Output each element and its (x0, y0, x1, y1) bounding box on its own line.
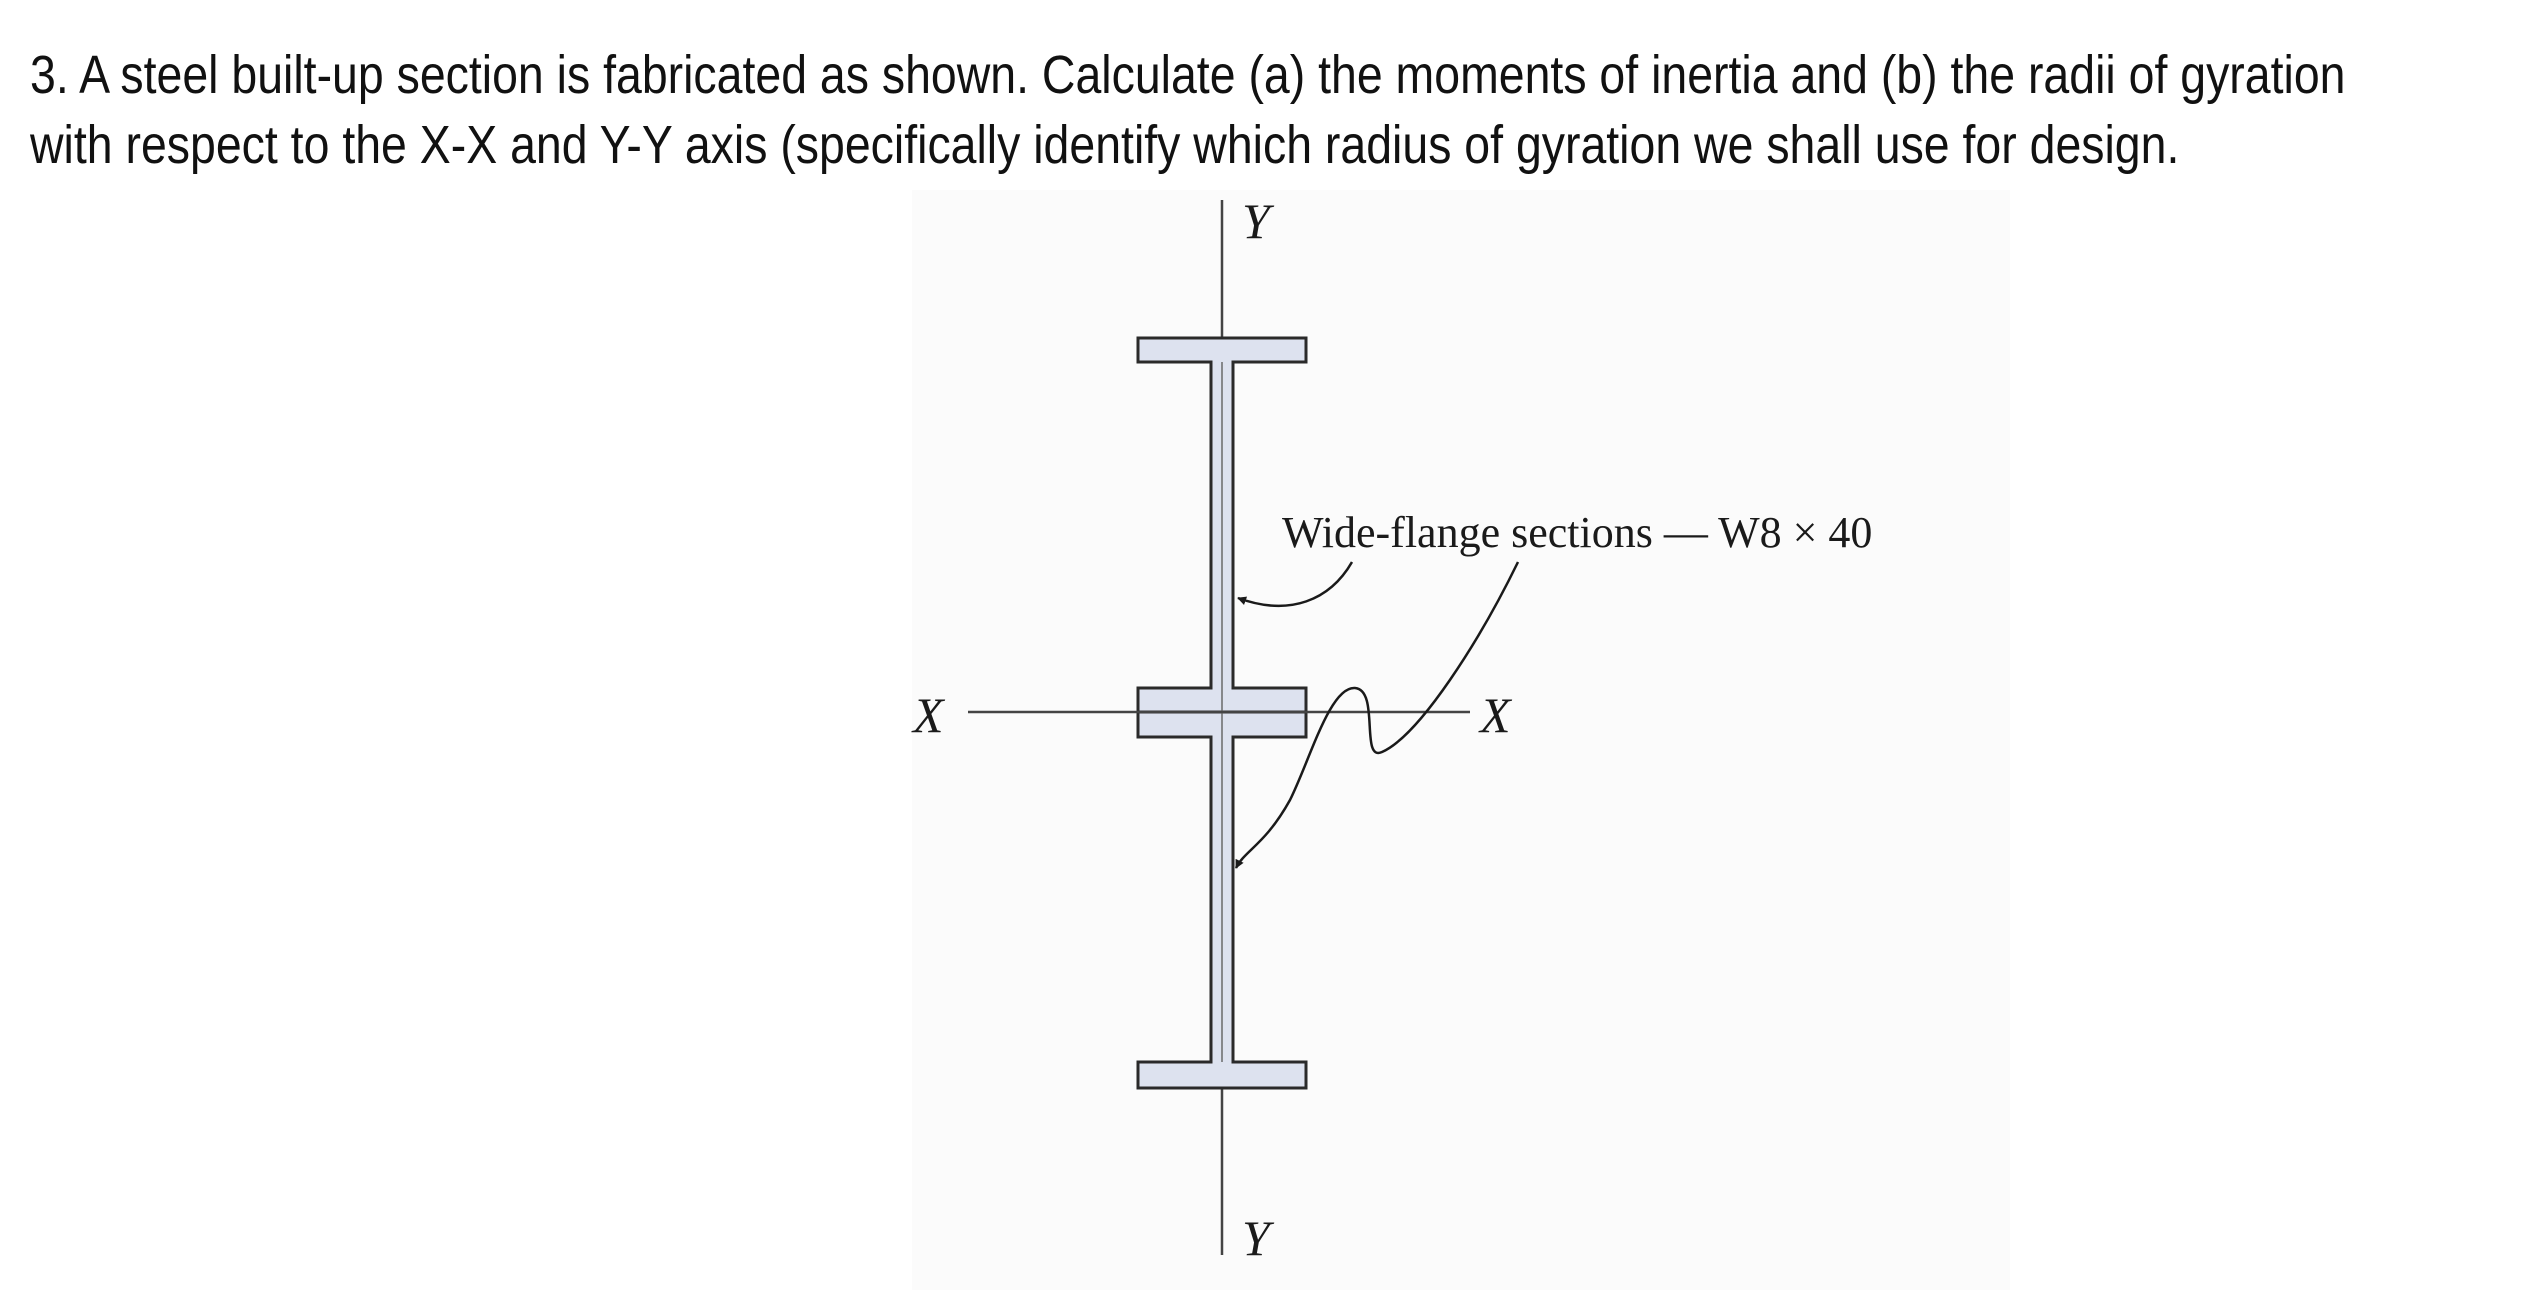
problem-line-1: 3. A steel built-up section is fabricated as shown. Calculate (a) the moments of inertia and (b) the radii of gyration (30, 45, 2346, 105)
y-axis-label-top: Y (1242, 193, 1270, 249)
x-axis-label-right: X (1480, 687, 1511, 743)
x-axis-label-left: X (913, 687, 944, 743)
y-axis-label-bottom: Y (1242, 1210, 1270, 1266)
problem-line-2: with respect to the X-X and Y-Y axis (specifically identify which radius of gyration we shall use for design. (30, 115, 2180, 175)
callout-label: Wide-flange sections — W8 × 40 (1282, 508, 1873, 557)
leader-arrow-upper (1238, 562, 1352, 606)
